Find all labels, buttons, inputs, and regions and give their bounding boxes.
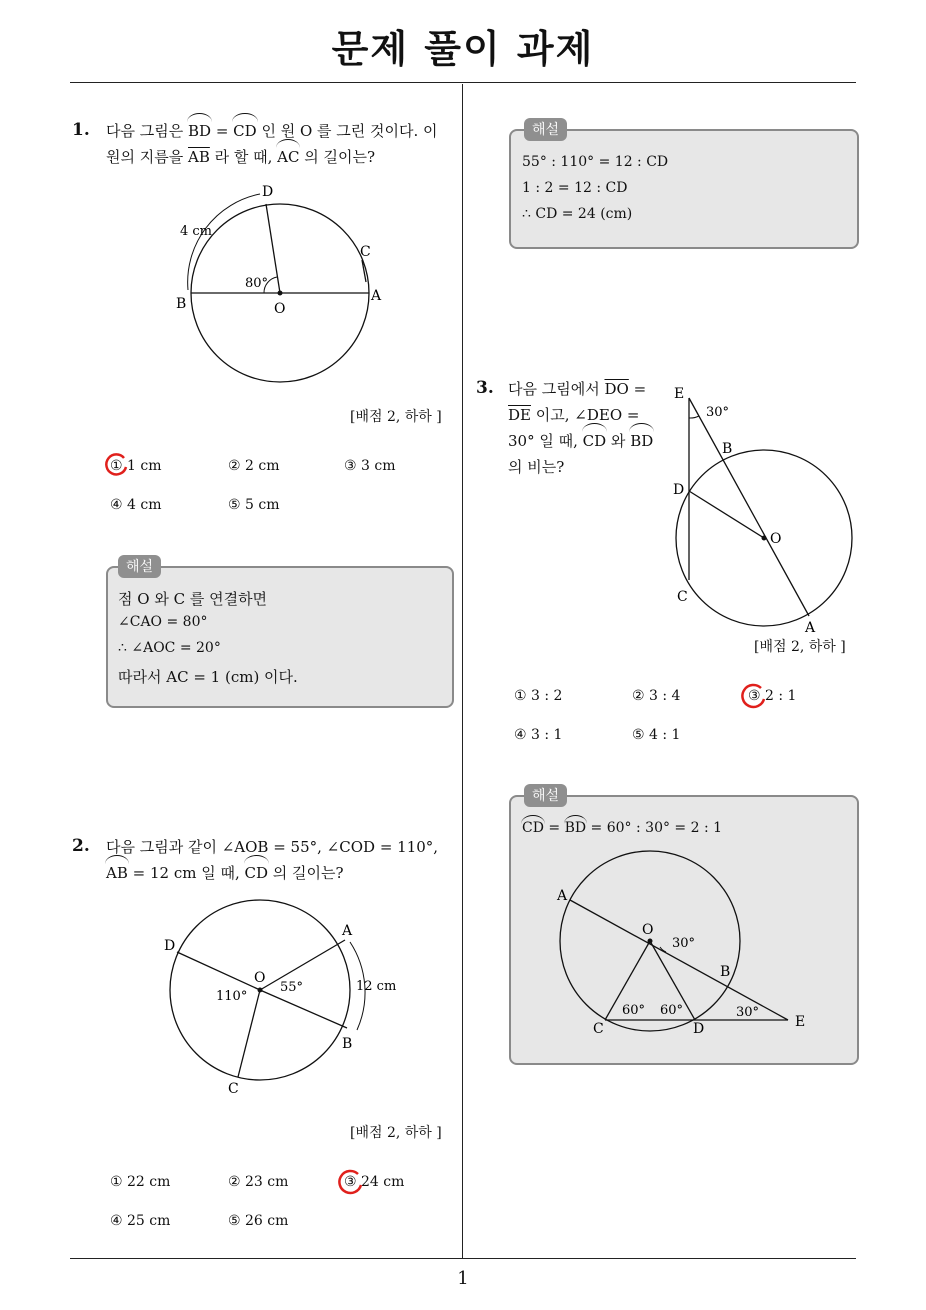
q3-label-d: D	[673, 482, 685, 498]
q3-score: [배점 2, 하하 ]	[754, 639, 846, 655]
q1-label-length: 4 cm	[180, 224, 213, 239]
q2-option-2[interactable]: ② 23 cm	[228, 1174, 289, 1190]
q2-label-d: D	[164, 938, 176, 954]
q3-label-o: O	[770, 531, 782, 547]
q2-label-o: O	[254, 970, 266, 986]
q1-solution-line-4: 따라서 AC = 1 (cm) 이다.	[118, 668, 298, 686]
page-number: 1	[457, 1268, 469, 1289]
q3-secant	[689, 398, 809, 616]
sol-secant	[570, 900, 788, 1020]
q1-label-o: O	[274, 301, 286, 317]
q2-label-length: 12 cm	[356, 979, 397, 994]
q2-solution-line-3: ∴ CD = 24 (cm)	[522, 206, 633, 222]
q1-label-c: C	[360, 244, 371, 260]
q2-radius-ob	[260, 990, 347, 1028]
q3-option-4[interactable]: ④ 3 : 1	[514, 727, 563, 743]
q1-text: 다음 그림은 BD = CD 인 원 O 를 그린 것이다. 이 원의 지름을 $\overline{AB}$ 라 할 때, AC 의 길이는?	[106, 118, 456, 170]
q3-figure	[664, 380, 864, 640]
q2-center-dot	[258, 988, 263, 993]
q2-option-4[interactable]: ④ 25 cm	[110, 1213, 171, 1229]
q3-label-b: B	[722, 441, 733, 457]
page-title: 문제 풀이 과제	[331, 27, 595, 71]
q2-option-3[interactable]: ③ 24 cm	[344, 1174, 405, 1190]
q1-option-4[interactable]: ④ 4 cm	[110, 497, 162, 513]
q3-option-2[interactable]: ② 3 : 4	[632, 688, 681, 704]
q1-label-d: D	[262, 184, 274, 200]
q1-option-1[interactable]: ① 1 cm	[110, 458, 162, 474]
q1-solution-tag: 해설	[118, 555, 161, 578]
q2-label-a: A	[342, 923, 353, 939]
q1-solution-line-3: ∴ ∠AOC = 20°	[118, 640, 221, 656]
q1-radius-od	[266, 204, 280, 293]
sol-label-d: D	[693, 1021, 705, 1037]
q1-option-3[interactable]: ③ 3 cm	[344, 458, 396, 474]
q2-radius-od	[177, 952, 260, 990]
q2-figure	[150, 890, 410, 1105]
q1-option-5[interactable]: ⑤ 5 cm	[228, 497, 280, 513]
q2-solution-line-2: 1 : 2 = 12 : CD	[522, 180, 628, 196]
sol-label-o: O	[642, 922, 654, 938]
q1-figure	[160, 180, 400, 390]
q2-option-1[interactable]: ① 22 cm	[110, 1174, 171, 1190]
q1-label-a: A	[371, 288, 382, 304]
q1-label-b: B	[176, 296, 187, 312]
sol-label-e: E	[795, 1014, 806, 1030]
q1-label-angle: 80°	[245, 276, 269, 291]
column-divider	[462, 84, 463, 1258]
q3-number: 3.	[476, 378, 494, 398]
q3-answer-mark	[741, 682, 769, 710]
q2-number: 2.	[72, 836, 90, 856]
q3-label-e: E	[674, 386, 685, 402]
sol-center-dot	[648, 939, 653, 944]
q1-number: 1.	[72, 120, 90, 140]
q3-label-a: A	[805, 620, 816, 636]
q2-text: 다음 그림과 같이 ∠AOB = 55°, ∠COD = 110°, AB = 12 cm 일 때, CD 의 길이는?	[106, 834, 458, 886]
q2-score: [배점 2, 하하 ]	[350, 1125, 442, 1141]
q2-answer-mark	[338, 1168, 366, 1196]
q3-option-3[interactable]: ③ 2 : 1	[748, 688, 797, 704]
q2-label-c: C	[228, 1081, 239, 1097]
q3-solution-figure	[550, 850, 830, 1050]
q3-option-1[interactable]: ① 3 : 2	[514, 688, 563, 704]
q3-label-angle: 30°	[706, 405, 730, 420]
sol-label-angle-3: 60°	[660, 1003, 684, 1018]
sol-label-angle-4: 30°	[736, 1005, 760, 1020]
q3-text: 다음 그림에서 $\overline{DO}$ = $\overline{DE}$ 이고, ∠DEO = 30° 일 때, CD 와 BD 의 비는?	[508, 380, 654, 476]
q1-solution-line-1: 점 O 와 C 를 연결하면	[118, 590, 268, 608]
sol-label-angle-1: 30°	[672, 936, 696, 951]
q1-score: [배점 2, 하하 ]	[350, 409, 442, 425]
q3-label-c: C	[677, 589, 688, 605]
sol-label-angle-2: 60°	[622, 1003, 646, 1018]
q3-center-dot	[762, 536, 767, 541]
q2-label-b: B	[342, 1036, 353, 1052]
q3-solution-line: CD = BD = 60° : 30° = 2 : 1	[522, 820, 723, 836]
q1-center-dot	[278, 291, 283, 296]
sol-label-b: B	[720, 964, 731, 980]
q2-solution-tag: 해설	[524, 118, 567, 141]
q3-solution-tag: 해설	[524, 784, 567, 807]
q2-option-5[interactable]: ⑤ 26 cm	[228, 1213, 289, 1229]
bottom-rule	[70, 1258, 856, 1259]
q2-label-angle-2: 110°	[216, 989, 248, 1004]
q1-option-2[interactable]: ② 2 cm	[228, 458, 280, 474]
sol-label-c: C	[593, 1021, 604, 1037]
q3-option-5[interactable]: ⑤ 4 : 1	[632, 727, 681, 743]
top-rule	[70, 82, 856, 83]
q3-angle-mark	[689, 416, 699, 418]
q1-answer-mark	[104, 452, 130, 478]
q2-label-angle-1: 55°	[280, 980, 304, 995]
q2-solution-line-1: 55° : 110° = 12 : CD	[522, 154, 669, 170]
sol-label-a: A	[557, 888, 568, 904]
q1-solution-line-2: ∠CAO = 80°	[118, 614, 208, 630]
